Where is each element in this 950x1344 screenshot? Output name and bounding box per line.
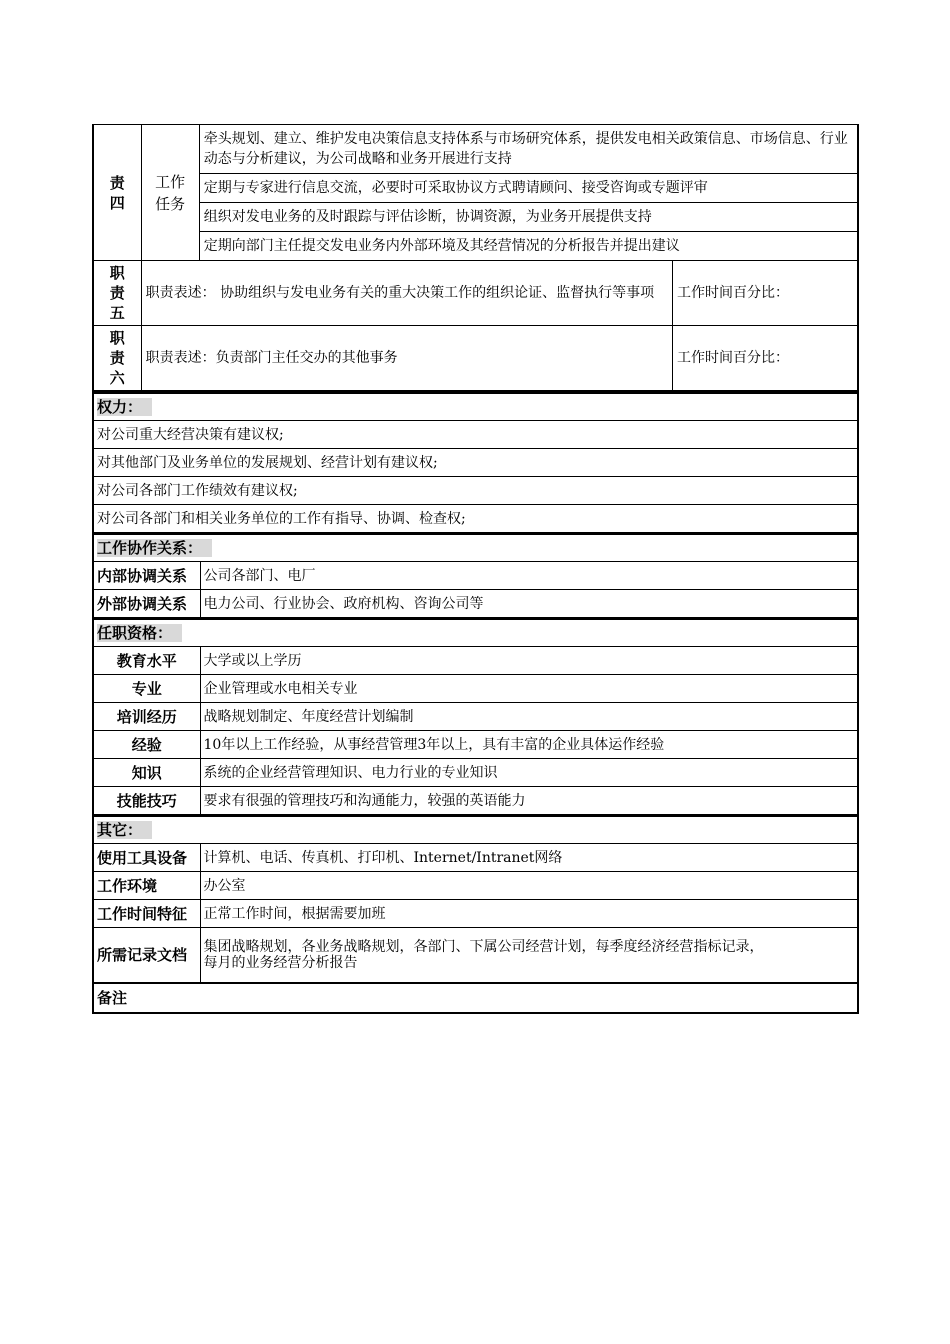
skills-label: 技能技巧 [116, 791, 177, 810]
records-row [93, 928, 858, 984]
other-row [93, 844, 858, 872]
duty6-label: 职责六 [109, 329, 125, 387]
records-line: 每月的业务经营分析报告 [203, 955, 358, 971]
other-header-row [93, 816, 858, 844]
duty5-row [93, 261, 858, 326]
task-label: 工作任务 [155, 172, 186, 213]
qualification-row [93, 647, 858, 675]
other-row [93, 872, 858, 900]
qualification-row [93, 703, 858, 731]
environment-label: 工作环境 [97, 876, 158, 895]
remarks-row [93, 983, 858, 1013]
job-description-sheet [92, 124, 859, 1014]
experience-value: 10年以上工作经验，从事经营管理3年以上，具有丰富的企业具体运作经验 [203, 736, 665, 753]
work-time-label: 工作时间特征 [97, 904, 188, 923]
qualification-row [93, 787, 858, 815]
external-coordination-row [93, 590, 858, 618]
authority-item-row [93, 449, 858, 477]
duty6-time-percent: 工作时间百分比： [677, 350, 789, 366]
other-title: 其它： [97, 821, 152, 839]
qualification-row [93, 675, 858, 703]
knowledge-label: 知识 [131, 763, 162, 782]
duty6-description: 职责表述：负责部门主任交办的其他事务 [145, 350, 398, 366]
knowledge-value: 系统的企业经营管理知识、电力行业的专业知识 [203, 764, 498, 781]
task-item: 牵头规划、建立、维护发电决策信息支持体系与市场研究体系，提供发电相关政策信息、市场信息、行业动态与分析建议，为公司战略和业务开展进行支持 [203, 131, 848, 167]
authority-item-row [93, 421, 858, 449]
qualification-row [93, 731, 858, 759]
authority-item: 对公司各部门和相关业务单位的工作有指导、协调、检查权; [97, 510, 466, 527]
duty5-time-percent: 工作时间百分比： [677, 285, 789, 301]
education-value: 大学或以上学历 [203, 652, 302, 669]
other-row [93, 900, 858, 928]
internal-coordination-row [93, 562, 858, 590]
duty4-row-1 [93, 125, 858, 174]
tools-value: 计算机、电话、传真机、打印机、Internet/Intranet网络 [203, 849, 563, 866]
authority-item-row [93, 505, 858, 533]
environment-value: 办公室 [203, 877, 246, 894]
authority-item: 对公司各部门工作绩效有建议权; [97, 482, 298, 499]
records-label: 所需记录文档 [97, 946, 188, 964]
major-value: 企业管理或水电相关专业 [203, 680, 358, 697]
duty5-description: 职责表述： 协助组织与发电业务有关的重大决策工作的组织论证、监督执行等事项 [145, 285, 655, 301]
skills-value: 要求有很强的管理技巧和沟通能力，较强的英语能力 [203, 792, 526, 809]
internal-coordination-label: 内部协调关系 [97, 566, 188, 585]
duty5-label: 职责五 [109, 264, 125, 322]
authority-item-row [93, 477, 858, 505]
experience-label: 经验 [131, 735, 162, 754]
task-item: 定期向部门主任提交发电业务内外部环境及其经营情况的分析报告并提出建议 [203, 238, 680, 254]
qualification-title: 任职资格： [97, 624, 182, 642]
authority-item: 对其他部门及业务单位的发展规划、经营计划有建议权; [97, 454, 438, 471]
major-label: 专业 [131, 679, 162, 698]
duty4-row-3 [93, 203, 858, 232]
duty4-label: 责四 [109, 173, 125, 212]
authority-header-row [93, 393, 858, 421]
cooperation-table [92, 533, 859, 618]
authority-item: 对公司重大经营决策有建议权; [97, 426, 284, 443]
qualification-table [92, 618, 859, 815]
authority-table [92, 392, 859, 533]
duties-table [92, 124, 859, 392]
external-coordination-label: 外部协调关系 [97, 594, 188, 613]
other-table [92, 815, 859, 1014]
qualification-row [93, 759, 858, 787]
internal-coordination-value: 公司各部门、电厂 [203, 567, 316, 584]
cooperation-title: 工作协作关系： [97, 539, 212, 557]
external-coordination-value: 电力公司、行业协会、政府机构、咨询公司等 [203, 595, 484, 612]
duty6-row [93, 326, 858, 392]
tools-label: 使用工具设备 [97, 848, 188, 867]
task-item: 组织对发电业务的及时跟踪与评估诊断，协调资源，为业务开展提供支持 [203, 209, 652, 225]
records-line: 集团战略规划，各业务战略规划，各部门、下属公司经营计划，每季度经济经营指标记录， [203, 939, 764, 955]
cooperation-header-row [93, 534, 858, 562]
duty4-row-2 [93, 174, 858, 203]
qualification-header-row [93, 619, 858, 647]
remarks-label: 备注 [97, 989, 128, 1007]
authority-title: 权力： [97, 398, 152, 416]
training-value: 战略规划制定、年度经营计划编制 [203, 708, 414, 725]
task-item: 定期与专家进行信息交流，必要时可采取协议方式聘请顾问、接受咨询或专题评审 [203, 180, 708, 196]
education-label: 教育水平 [116, 651, 177, 670]
work-time-value: 正常工作时间，根据需要加班 [203, 905, 386, 922]
training-label: 培训经历 [116, 707, 177, 726]
duty4-row-4 [93, 232, 858, 261]
